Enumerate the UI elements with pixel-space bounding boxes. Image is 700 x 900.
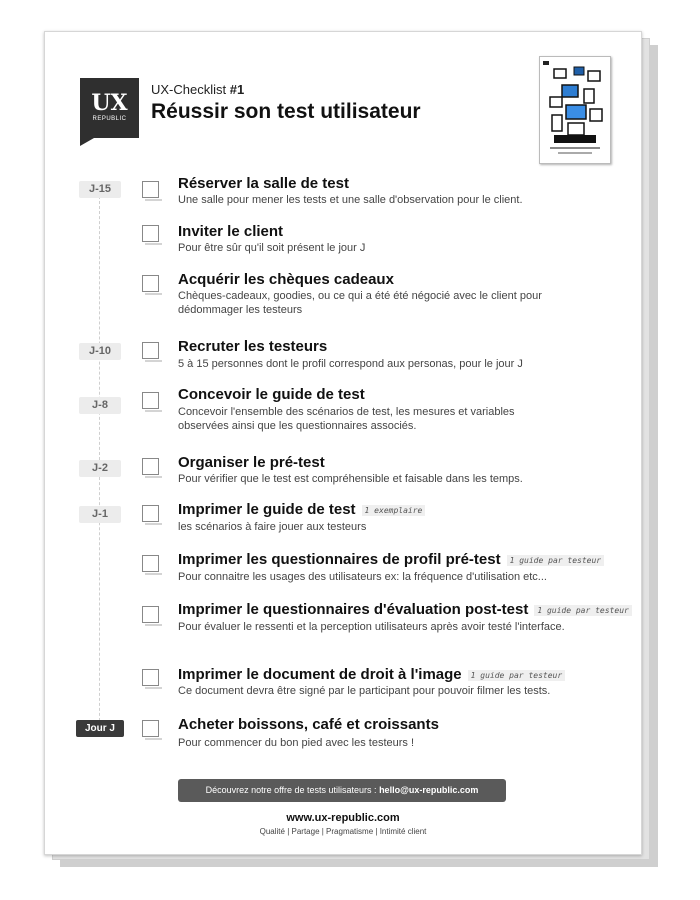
item-title-text: Imprimer les questionnaires de profil pré-test (178, 551, 501, 568)
item-desc-imprimer-guide: les scénarios à faire jouer aux testeurs (178, 521, 367, 533)
item-title-droit-image (178, 666, 565, 683)
item-desc-cheques-cadeaux: Chèques-cadeaux, goodies, ou ce qui a été été négocié avec le client pour dédommager les testeurs (178, 290, 542, 316)
item-desc-droit-image: Ce document devra être signé par le participant pour pouvoir filmer les tests. (178, 685, 551, 697)
item-title-cheques-cadeaux: Acquérir les chèques cadeaux (178, 271, 394, 288)
item-note-exemplaire: 1 exemplaire (362, 505, 426, 516)
item-desc-concevoir-guide: Concevoir l'ensemble des scénarios de test, les mesures et variables observées ainsi que les questionnaires associés. (178, 406, 515, 432)
item-title-questionnaires-profil (178, 551, 604, 568)
item-title-recruter-testeurs: Recruter les testeurs (178, 338, 328, 355)
checkbox-inviter-client[interactable] (142, 225, 159, 242)
deadline-tag-j2: J-2 (79, 460, 121, 477)
item-desc-inviter-client: Pour être sûr qu'il soit présent le jour J (178, 242, 366, 254)
logo-sub-text: REPUBLIC (92, 116, 127, 122)
item-title-imprimer-guide (178, 501, 425, 518)
checkbox-cheques-cadeaux[interactable] (142, 275, 159, 292)
item-note-guide-par-testeur: 1 guide par testeur (534, 605, 632, 616)
deadline-tag-j10: J-10 (79, 343, 121, 360)
checkbox-concevoir-guide[interactable] (142, 392, 159, 409)
deadline-tag-jour-j: Jour J (76, 720, 124, 737)
checkbox-questionnaires-profil[interactable] (142, 555, 159, 572)
subtitle-prefix: UX-Checklist (151, 82, 230, 97)
item-title-organiser-pretest: Organiser le pré-test (178, 454, 325, 471)
item-desc-recruter-testeurs: 5 à 15 personnes dont le profil correspond aux personas, pour le jour J (178, 358, 523, 370)
item-note-guide-par-testeur: 1 guide par testeur (468, 670, 566, 681)
item-desc-organiser-pretest: Pour vérifier que le test est compréhensible et faisable dans les temps. (178, 473, 523, 485)
deadline-tag-j8: J-8 (79, 397, 121, 414)
checkbox-imprimer-guide[interactable] (142, 505, 159, 522)
logo-main-text: UX (91, 90, 128, 116)
checkbox-droit-image[interactable] (142, 669, 159, 686)
checkbox-boissons-cafe[interactable] (142, 720, 159, 737)
item-title-questionnaires-evaluation (178, 601, 632, 618)
deadline-tag-j1: J-1 (79, 506, 121, 523)
item-title-reserver-salle: Réserver la salle de test (178, 175, 349, 192)
item-desc-questionnaires-profil: Pour connaitre les usages des utilisateurs ex: la fréquence d'utilisation etc... (178, 571, 547, 583)
checkbox-reserver-salle[interactable] (142, 181, 159, 198)
subtitle-number: #1 (229, 82, 245, 97)
booklet-cover-thumbnail (539, 56, 611, 164)
checklist-subtitle (151, 82, 244, 97)
checklist-page (44, 31, 642, 855)
page-title: Réussir son test utilisateur (151, 100, 421, 123)
logo-tab-shape (80, 138, 94, 146)
ux-republic-logo (80, 78, 139, 138)
item-desc-questionnaires-evaluation: Pour évaluer le ressenti et la perception utilisateurs après avoir testé l'interface. (178, 621, 565, 633)
item-note-guide-par-testeur: 1 guide par testeur (507, 555, 605, 566)
deadline-tag-j15: J-15 (79, 181, 121, 198)
item-title-text: Imprimer le questionnaires d'évaluation post-test (178, 601, 529, 618)
booklet-illustration (540, 57, 610, 163)
item-title-text: Imprimer le guide de test (178, 501, 356, 518)
item-desc-boissons-cafe: Pour commencer du bon pied avec les testeurs ! (178, 737, 415, 749)
offer-email-link[interactable]: hello@ux-republic.com (379, 785, 479, 795)
item-desc-reserver-salle: Une salle pour mener les tests et une salle d'observation pour le client. (178, 194, 523, 206)
website-link[interactable]: www.ux-republic.com (286, 812, 400, 824)
company-values: Qualité | Partage | Pragmatisme | Intimité client (259, 827, 427, 836)
offer-banner-text: Découvrez notre offre de tests utilisateurs : (205, 785, 380, 795)
checkbox-recruter-testeurs[interactable] (142, 342, 159, 359)
checkbox-organiser-pretest[interactable] (142, 458, 159, 475)
item-title-concevoir-guide: Concevoir le guide de test (178, 386, 365, 403)
checkbox-questionnaires-evaluation[interactable] (142, 606, 159, 623)
item-title-text: Imprimer le document de droit à l'image (178, 666, 462, 683)
item-title-inviter-client: Inviter le client (178, 223, 284, 240)
offer-banner[interactable] (178, 779, 506, 802)
item-title-boissons-cafe: Acheter boissons, café et croissants (178, 716, 439, 733)
